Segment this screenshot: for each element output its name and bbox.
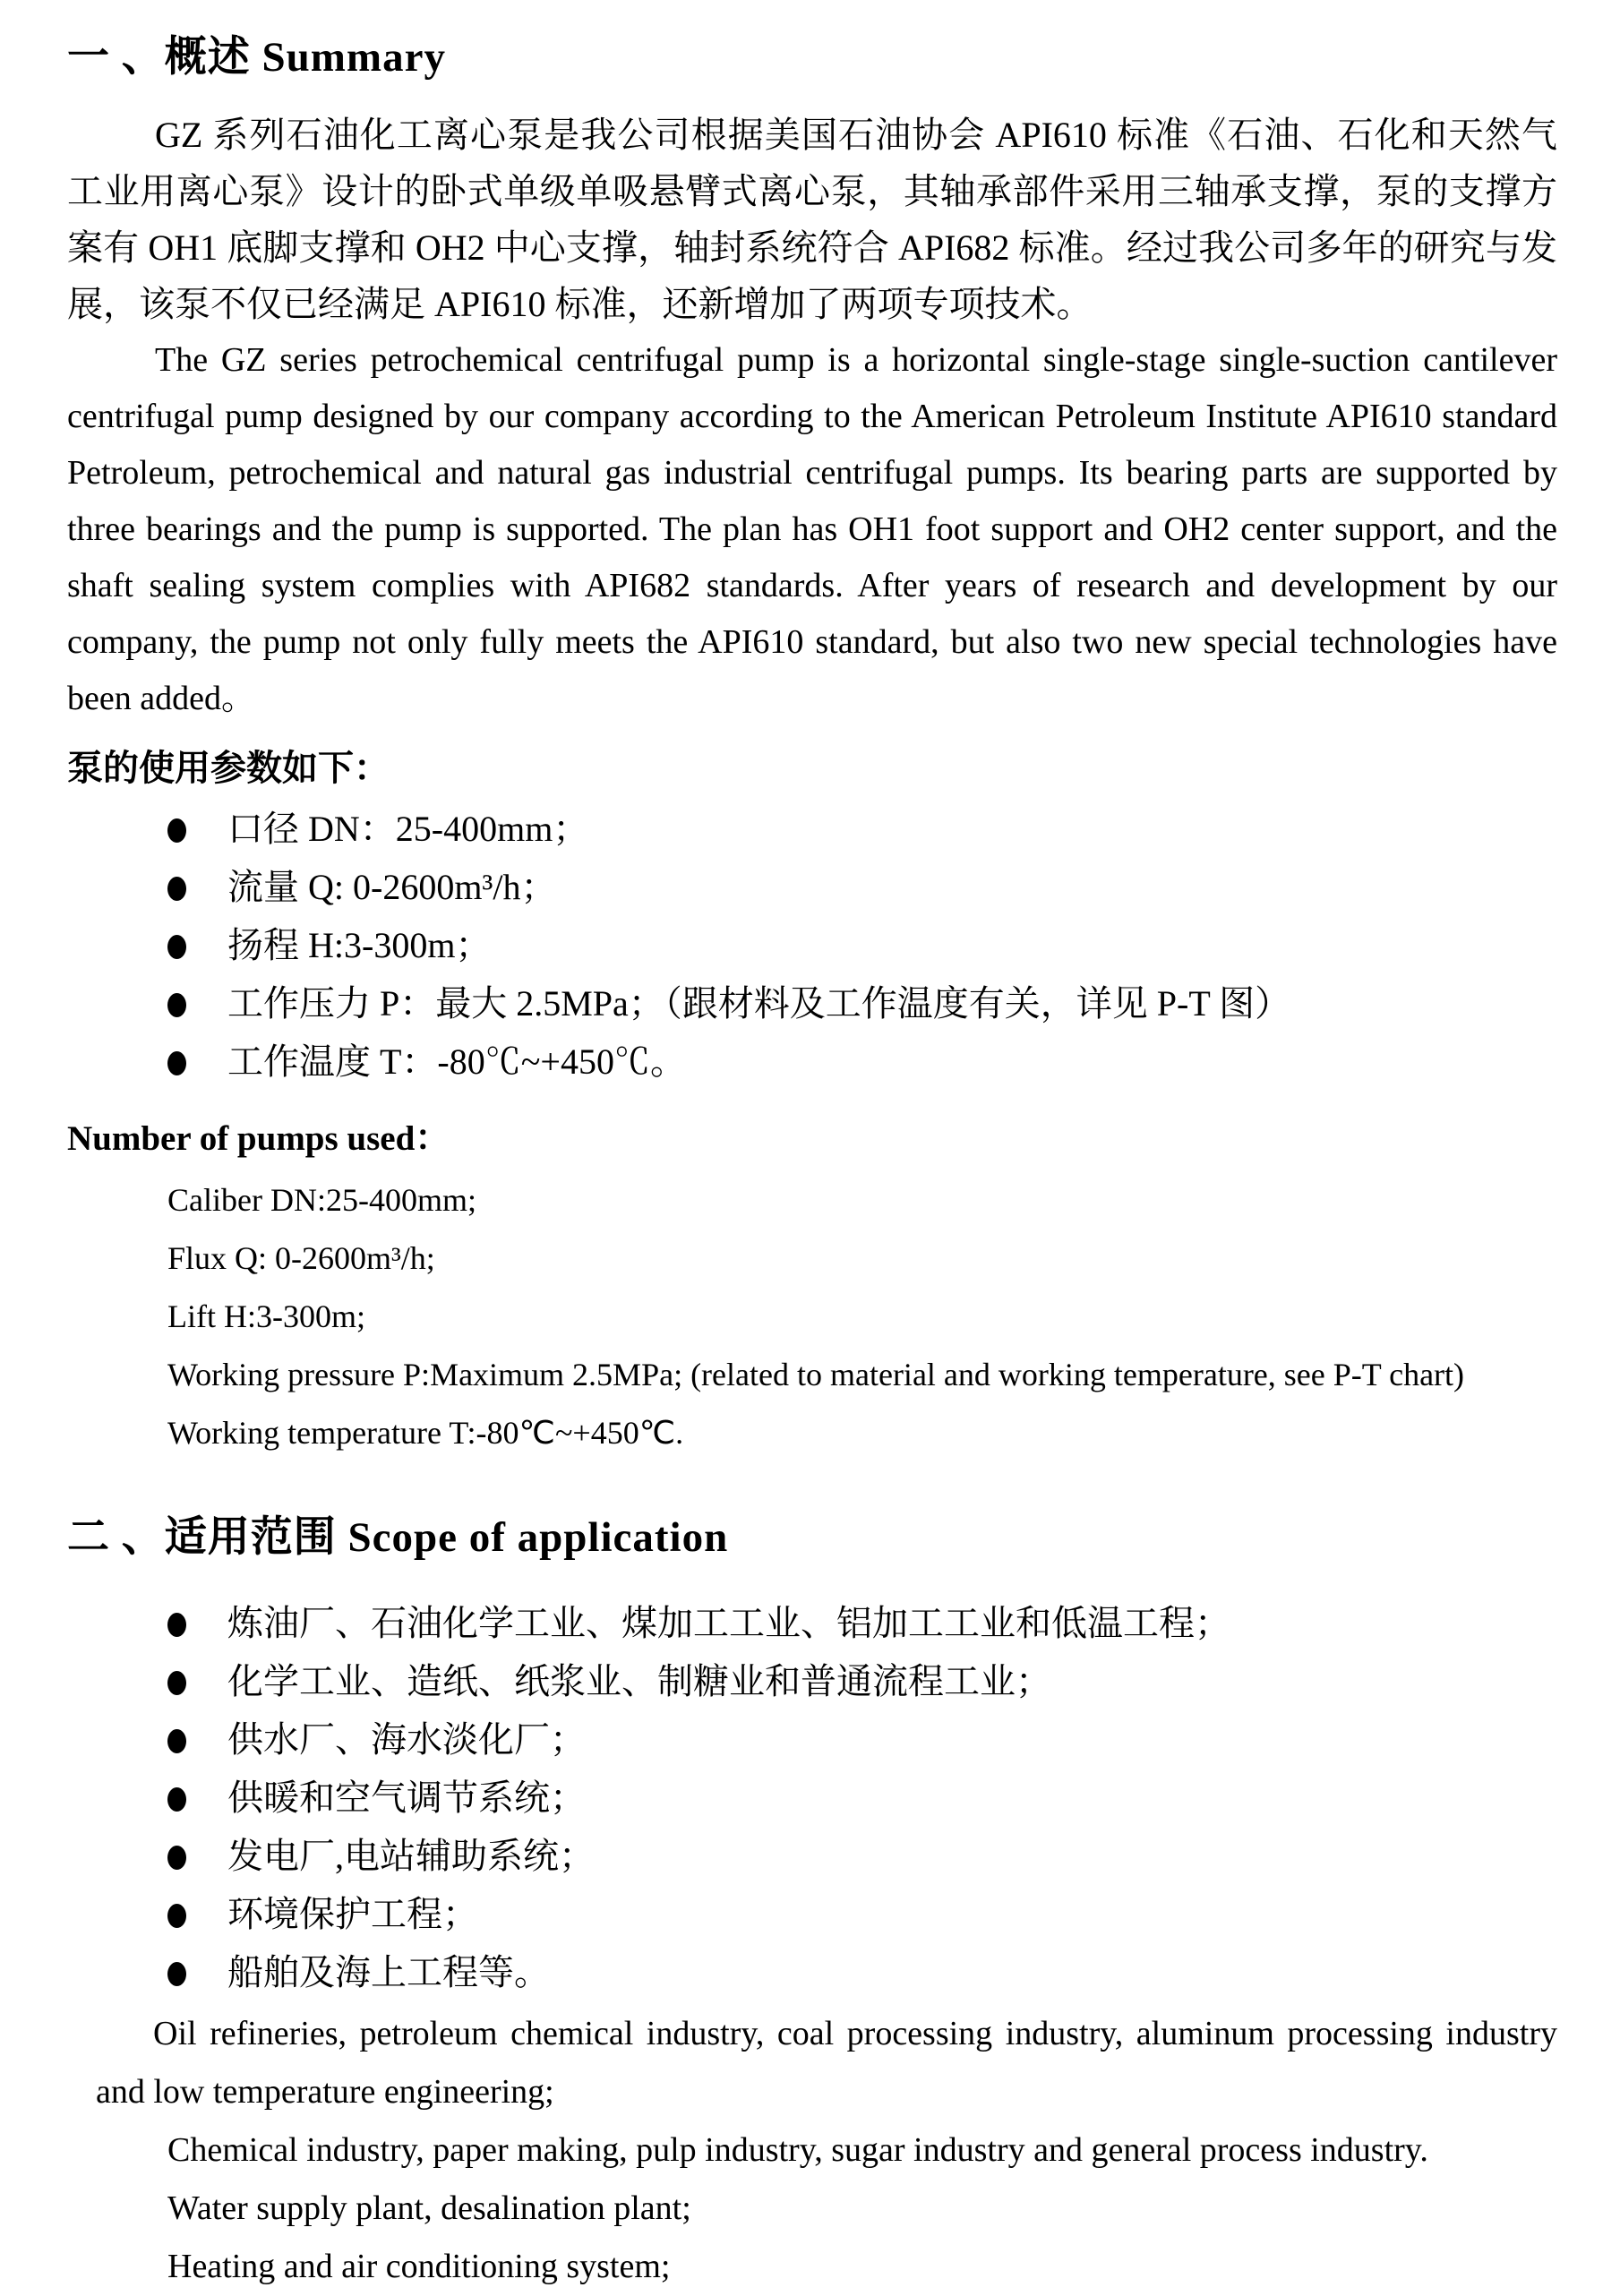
list-item-text: 工作压力 P：最大 2.5MPa；（跟材料及工作温度有关，详见 P-T 图） [227, 983, 1291, 1024]
list-item [167, 974, 1557, 1032]
list-item-text: 环境保护工程； [227, 1894, 478, 1934]
applications-en-paragraph: Oil refineries, petroleum chemical industry, coal processing industry, aluminum processing industry and low temperature engineering; [96, 2015, 1557, 2111]
list-item-text: Working pressure P:Maximum 2.5MPa; (related to material and working temperature, see P-T chart) [167, 1357, 1465, 1392]
bullet-icon [167, 1904, 186, 1928]
list-item [167, 1288, 1557, 1346]
list-item-text: 口径 DN：25-400mm； [227, 809, 589, 849]
params-en-list [167, 1171, 1557, 1462]
list-item-text: 供暖和空气调节系统； [227, 1778, 586, 1818]
params-zh-list [67, 800, 1557, 1091]
list-item [167, 1710, 1557, 1769]
list-item [167, 800, 1557, 858]
bullet-icon [167, 877, 186, 901]
params-en-heading: Number of pumps used： [67, 1119, 450, 1158]
bullet-icon [167, 1787, 186, 1812]
list-item-text: 工作温度 T：-80℃~+450℃。 [227, 1041, 686, 1082]
list-item-text: Caliber DN:25-400mm; [167, 1182, 476, 1218]
list-item [167, 916, 1557, 974]
list-item-text: Lift H:3-300m; [167, 1298, 365, 1334]
applications-en-paragraph: Chemical industry, paper making, pulp industry, sugar industry and general process industry. [167, 2131, 1428, 2169]
section1-heading: 一 、概述 Summary [67, 34, 446, 81]
list-item [167, 1032, 1557, 1091]
bullet-icon [167, 1051, 186, 1075]
list-item-text: 炼油厂、石油化学工业、煤加工工业、铝加工工业和低温工程； [227, 1603, 1230, 1643]
section2-heading: 二 、适用范围 Scope of application [67, 1514, 729, 1561]
bullet-icon [167, 1846, 186, 1870]
applications-en [96, 2005, 1557, 2296]
applications-zh-list [67, 1594, 1557, 2001]
bullet-icon [167, 1729, 186, 1753]
list-item [167, 1404, 1557, 1462]
bullet-icon [167, 1962, 186, 1986]
params-zh-heading: 泵的使用参数如下： [67, 749, 390, 788]
list-item [167, 1346, 1557, 1404]
list-item-text: 化学工业、造纸、纸浆业、制糖业和普通流程工业； [227, 1661, 1051, 1701]
list-item-text: 扬程 H:3-300m； [227, 925, 492, 965]
bullet-icon [167, 1613, 186, 1637]
list-item [167, 1769, 1557, 1827]
section1-paragraph-zh: GZ 系列石油化工离心泵是我公司根据美国石油协会 API610 标准《石油、石化和天然气工业用离心泵》设计的卧式单级单吸悬臂式离心泵，其轴承部件采用三轴承支撑，泵的支撑方案有 OH1 底脚支撑和 OH2 中心支撑，轴封系统符合 API682 标准。经过我公司多年的研究与发展，该泵不仅已经满足 API610 标准，还新增加了两项专项技术。 [67, 115, 1557, 324]
list-item [167, 1171, 1557, 1229]
list-item-text: Working temperature T:-80℃~+450℃. [167, 1415, 684, 1451]
applications-en-paragraph: Heating and air conditioning system; [167, 2248, 671, 2285]
applications-en-paragraph: Water supply plant, desalination plant; [167, 2189, 691, 2227]
list-item-text: 供水厂、海水淡化厂； [227, 1719, 586, 1760]
list-item [167, 1885, 1557, 1943]
list-item-text: 流量 Q: 0-2600m³/h； [227, 867, 557, 907]
list-item [167, 858, 1557, 916]
list-item [167, 1652, 1557, 1710]
list-item [167, 1594, 1557, 1652]
list-item-text: Flux Q: 0-2600m³/h; [167, 1240, 435, 1276]
list-item [167, 1827, 1557, 1885]
list-item [167, 1943, 1557, 2001]
bullet-icon [167, 818, 186, 843]
section1-paragraph-en: The GZ series petrochemical centrifugal pump is a horizontal single-stage single-suction cantilever centrifugal pump designed by our company according to the American Petroleum Institute API610 standard Petroleum, petrochemical and natural gas industrial centrifugal pumps. Its bearing parts are supported by three bearings and the pump is supported. The plan has OH1 foot support and OH2 center support, and the shaft sealing system complies with API682 standards. After years of research and development by our company, the pump not only fully meets the API610 standard, but also two new special technologies have been added。 [67, 341, 1557, 717]
list-item-text: 发电厂,电站辅助系统； [227, 1836, 595, 1876]
list-item [167, 1229, 1557, 1288]
bullet-icon [167, 935, 186, 959]
list-item-text: 船舶及海上工程等。 [227, 1952, 550, 1992]
bullet-icon [167, 1671, 186, 1695]
bullet-icon [167, 993, 186, 1017]
